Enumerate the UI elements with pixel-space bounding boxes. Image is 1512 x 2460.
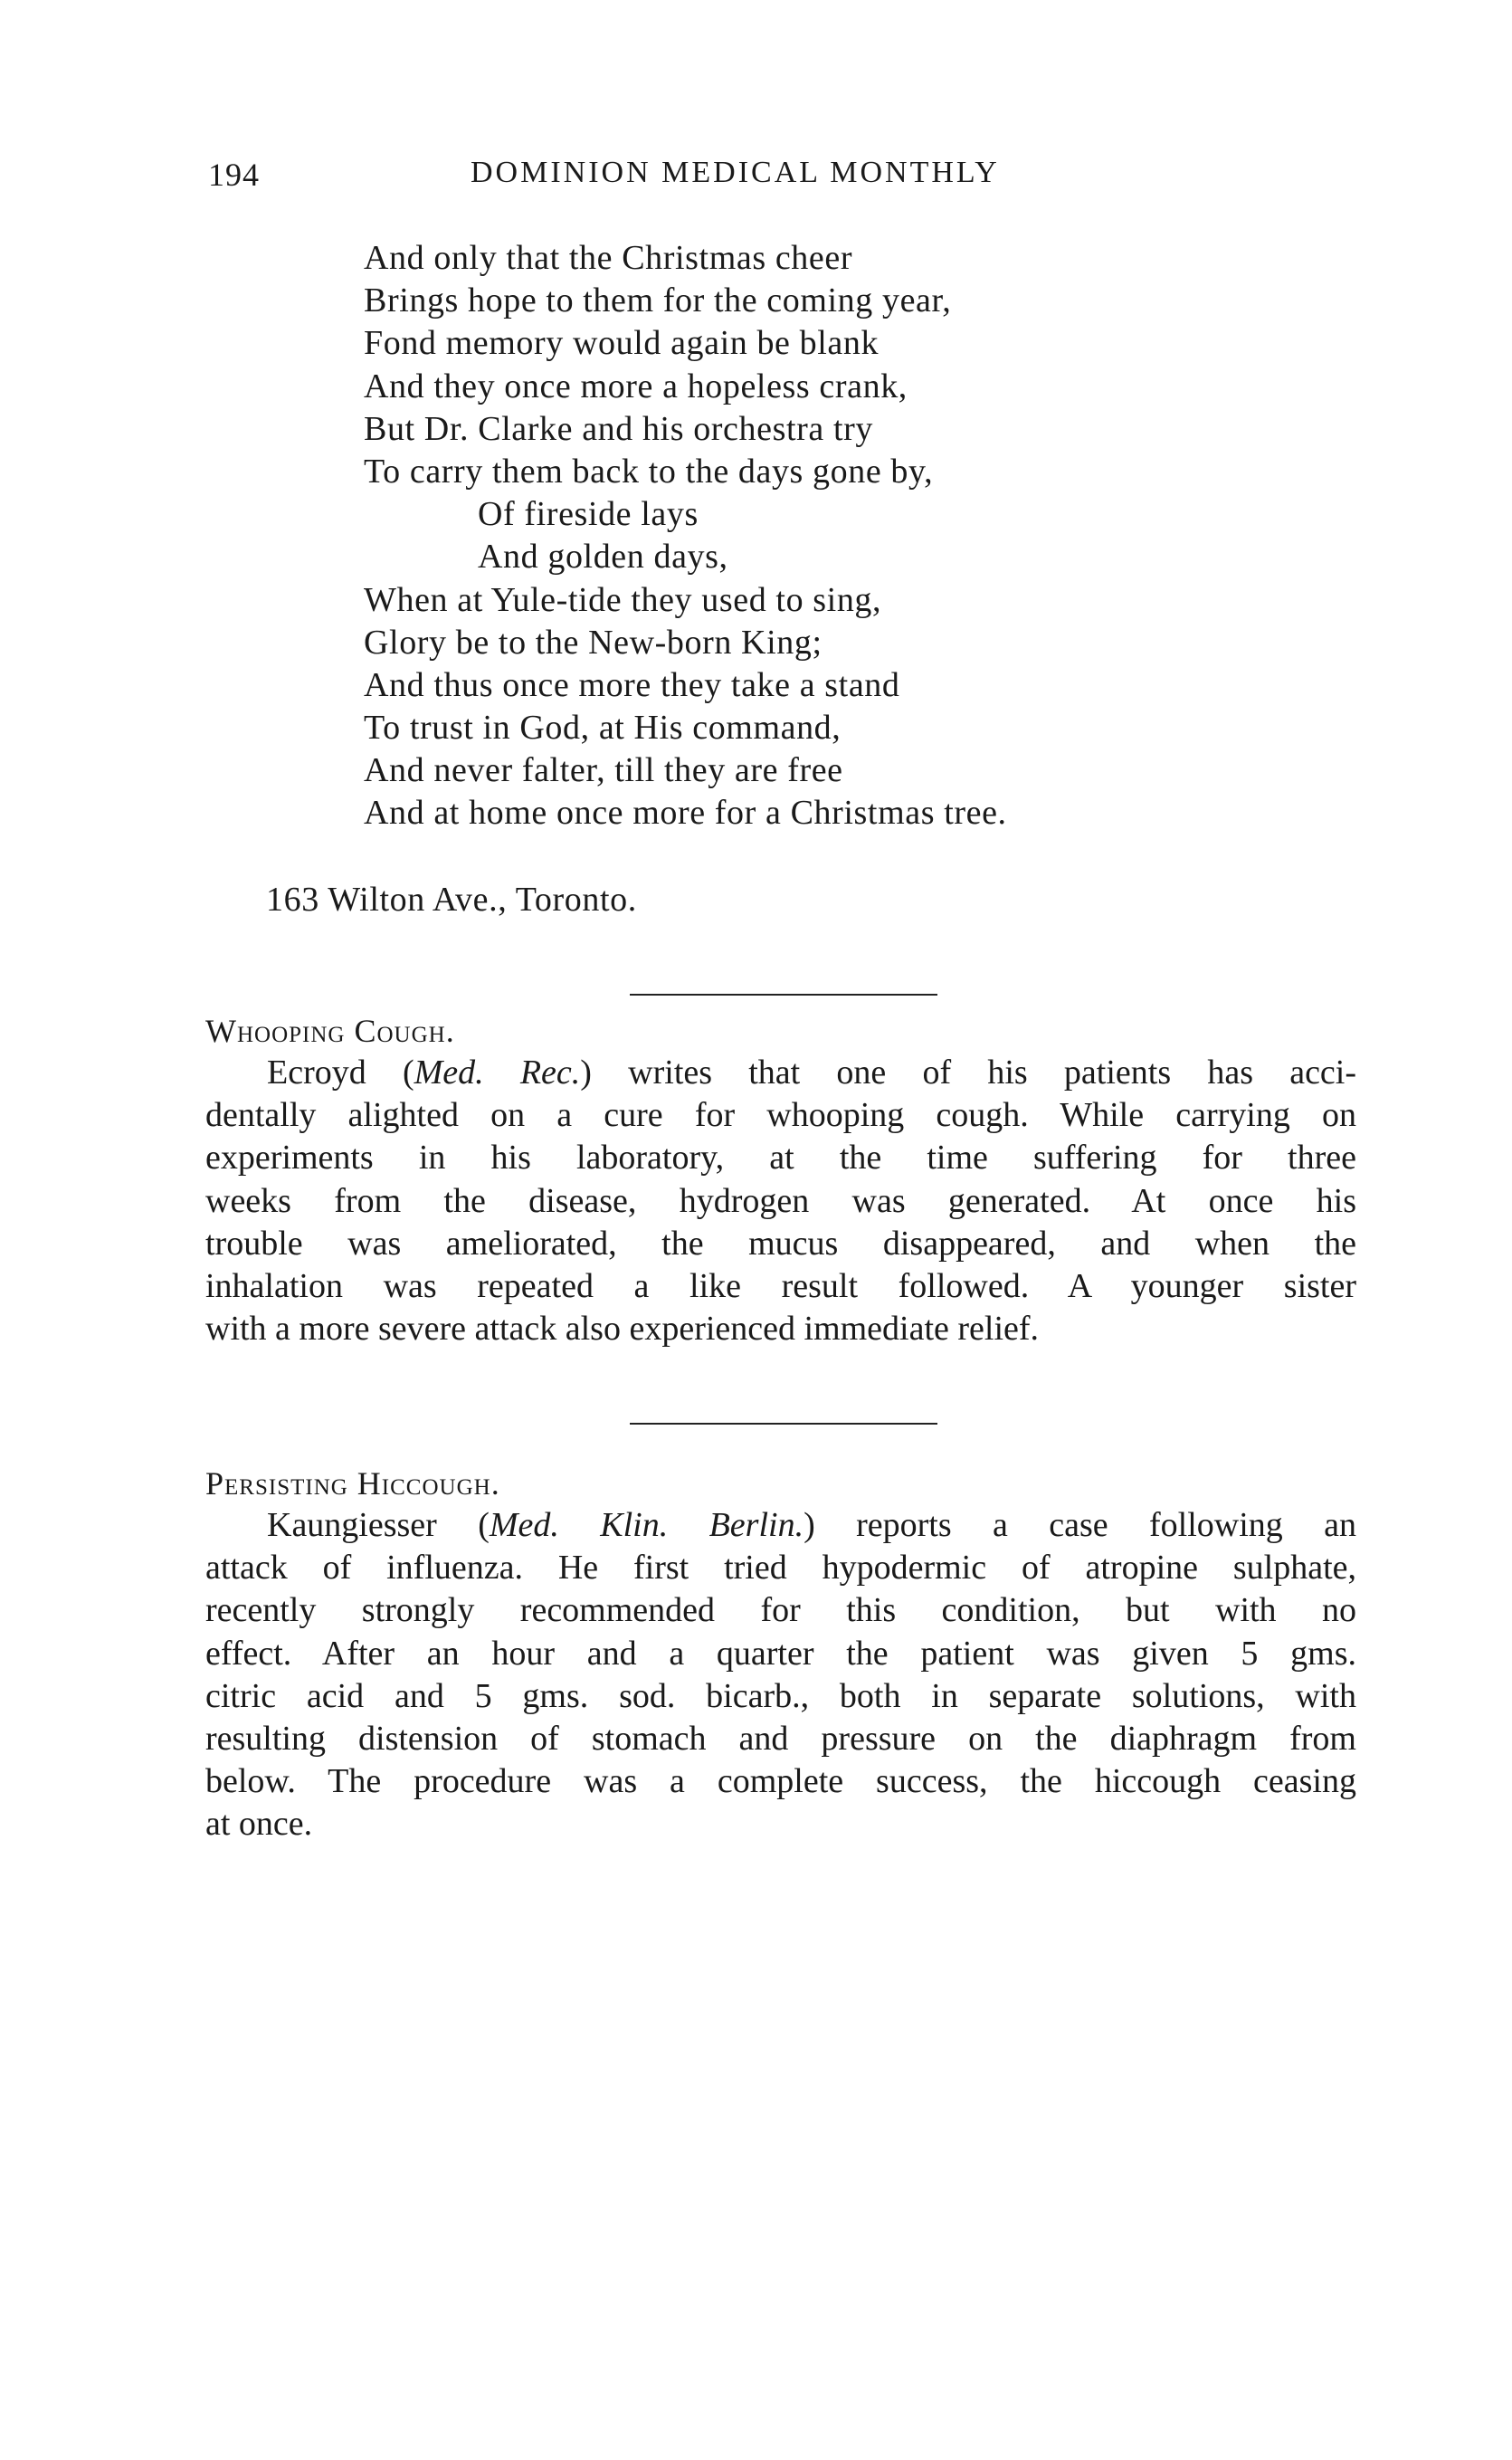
poem-line: To carry them back to the days gone by,: [364, 452, 934, 491]
paragraph-line: weeks from the disease, hydrogen was generated. At once his: [205, 1181, 1356, 1220]
paragraph-line: recently strongly recommended for this condition, but with no: [205, 1591, 1356, 1630]
citation: Med. Klin. Berlin.: [489, 1506, 804, 1544]
running-head: [208, 156, 1122, 201]
paragraph-line: citric acid and 5 gms. sod. bicarb., both in separate solutions, with: [205, 1676, 1356, 1715]
paragraph-line: below. The procedure was a complete success, the hiccough ceasing: [205, 1762, 1356, 1801]
poem-line: And only that the Christmas cheer: [364, 239, 853, 277]
section-divider: [630, 994, 937, 996]
section-heading: Whooping Cough.: [205, 1013, 455, 1049]
section-divider: [630, 1423, 937, 1425]
paragraph-line: Kaungiesser (Med. Klin. Berlin.) reports a case following an: [267, 1506, 1356, 1544]
paragraph-line: with a more severe attack also experienced immediate relief.: [205, 1310, 1040, 1349]
poem-line: And at home once more for a Christmas tree.: [364, 794, 1007, 833]
poem-line: Of fireside lays: [478, 495, 699, 534]
poem-line: When at Yule-tide they used to sing,: [364, 580, 882, 619]
citation: Med. Rec.: [414, 1054, 581, 1092]
poem-line: To trust in God, at His command,: [364, 709, 842, 748]
article-persisting-hiccough: [205, 1463, 1356, 1846]
poem-line: Brings hope to them for the coming year,: [364, 281, 952, 320]
paragraph-line: Ecroyd (Med. Rec.) writes that one of his patients has acci-: [267, 1054, 1357, 1092]
poem-line: And thus once more they take a stand: [364, 665, 900, 704]
poem-line: And golden days,: [478, 538, 728, 577]
paragraph-line: resulting distension of stomach and pressure on the diaphragm from: [205, 1719, 1356, 1758]
article-whooping-cough: [205, 1010, 1356, 1350]
paragraph-line: trouble was ameliorated, the mucus disappeared, and when the: [205, 1224, 1356, 1263]
poem-line: Fond memory would again be blank: [364, 324, 880, 363]
poem-line: But Dr. Clarke and his orchestra try: [364, 409, 873, 448]
poem-line: Glory be to the New-born King;: [364, 623, 823, 662]
page-number: 194: [208, 157, 260, 193]
paragraph-line: inhalation was repeated a like result followed. A younger sister: [205, 1266, 1356, 1305]
section-heading: Persisting Hiccough.: [205, 1465, 500, 1502]
journal-title: DOMINION MEDICAL MONTHLY: [471, 156, 1000, 189]
paragraph-line: attack of influenza. He first tried hypodermic of atropine sulphate,: [205, 1549, 1356, 1588]
paragraph-line: at once.: [205, 1805, 313, 1844]
author-address: 163 Wilton Ave., Toronto.: [266, 881, 637, 919]
poem: [364, 237, 1250, 835]
paragraph-line: dentally alighted on a cure for whooping cough. While carrying on: [205, 1096, 1356, 1135]
paragraph-line: experiments in his laboratory, at the time suffering for three: [205, 1139, 1356, 1178]
poem-line: And never falter, till they are free: [364, 751, 843, 790]
poem-line: And they once more a hopeless crank,: [364, 367, 908, 405]
paragraph-line: effect. After an hour and a quarter the patient was given 5 gms.: [205, 1634, 1356, 1673]
